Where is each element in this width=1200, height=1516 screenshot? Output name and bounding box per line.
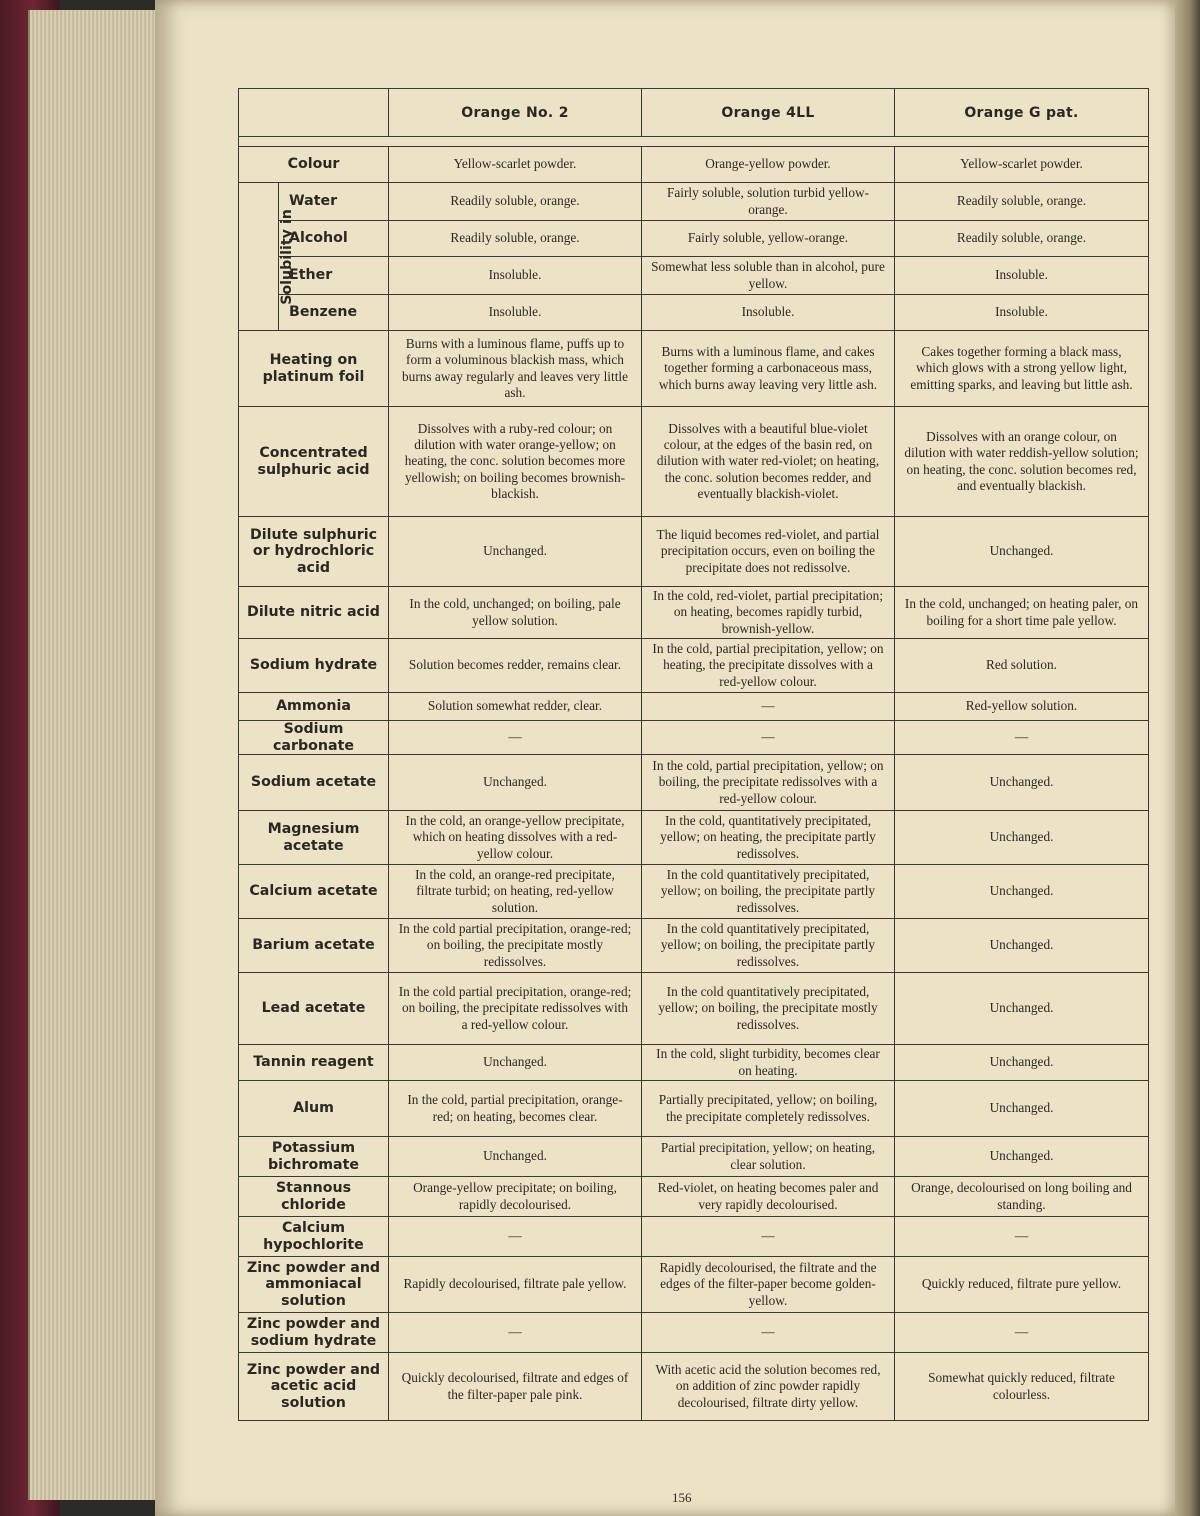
cell-orange-no-2: Yellow-scarlet powder. <box>389 147 642 183</box>
cell-orange-4ll: Partial precipitation, yellow; on heating, clear solution. <box>642 1137 895 1177</box>
cell-orange-no-2: Unchanged. <box>389 1137 642 1177</box>
page-edges <box>28 10 170 1500</box>
column-header-orange-g-pat: Orange G pat. <box>895 89 1149 137</box>
cell-orange-g-pat: Somewhat quickly reduced, filtrate colourless. <box>895 1353 1149 1421</box>
table-row <box>239 811 1149 865</box>
row-label: Barium acetate <box>239 919 389 973</box>
cell-orange-g-pat: Unchanged. <box>895 1137 1149 1177</box>
row-label: Alcohol <box>279 221 389 257</box>
cell-orange-g-pat: Cakes together forming a black mass, which glows with a strong yellow light, emitting sparks, and leaving but little ash. <box>895 331 1149 407</box>
row-label: Potassium bichromate <box>239 1137 389 1177</box>
row-label: Lead acetate <box>239 973 389 1045</box>
cell-orange-4ll: In the cold, red-violet, partial precipitation; on heating, becomes rapidly turbid, brownish-yellow. <box>642 587 895 639</box>
cell-orange-no-2: Dissolves with a ruby-red colour; on dilution with water orange-yellow; on heating, the conc. solution becomes more yellowish; on boiling becomes brownish-blackish. <box>389 407 642 517</box>
cell-orange-4ll: — <box>642 693 895 721</box>
cell-orange-4ll: Burns with a luminous flame, and cakes together forming a carbonaceous mass, which burns away leaving very little ash. <box>642 331 895 407</box>
row-label: Sodium carbonate <box>239 721 389 755</box>
row-label: Sodium hydrate <box>239 639 389 693</box>
table-row <box>239 331 1149 407</box>
cell-orange-no-2: Readily soluble, orange. <box>389 183 642 221</box>
cell-orange-no-2: Solution somewhat redder, clear. <box>389 693 642 721</box>
cell-orange-no-2: Rapidly decolourised, filtrate pale yellow. <box>389 1257 642 1313</box>
cell-orange-g-pat: — <box>895 721 1149 755</box>
cell-orange-g-pat: Readily soluble, orange. <box>895 183 1149 221</box>
row-label: Heating on platinum foil <box>239 331 389 407</box>
row-label: Benzene <box>279 295 389 331</box>
cell-orange-4ll: With acetic acid the solution becomes red, on addition of zinc powder rapidly decolourised, filtrate dirty yellow. <box>642 1353 895 1421</box>
table-row <box>239 295 1149 331</box>
table-row <box>239 1353 1149 1421</box>
cell-orange-4ll: In the cold, partial precipitation, yellow; on boiling, the precipitate redissolves with a red-yellow colour. <box>642 755 895 811</box>
cell-orange-no-2: Quickly decolourised, filtrate and edges of the filter-paper pale pink. <box>389 1353 642 1421</box>
row-label: Concentrated sulphuric acid <box>239 407 389 517</box>
row-label: Colour <box>239 147 389 183</box>
cell-orange-no-2: Burns with a luminous flame, puffs up to form a voluminous blackish mass, which burns away regularly and leaves very little ash. <box>389 331 642 407</box>
cell-orange-g-pat: Insoluble. <box>895 257 1149 295</box>
cell-orange-no-2: In the cold, an orange-red precipitate, filtrate turbid; on heating, red-yellow solution. <box>389 865 642 919</box>
cell-orange-no-2: Unchanged. <box>389 1045 642 1081</box>
table-row <box>239 147 1149 183</box>
cell-orange-g-pat: Unchanged. <box>895 973 1149 1045</box>
row-label: Dilute nitric acid <box>239 587 389 639</box>
cell-orange-no-2: — <box>389 1313 642 1353</box>
table-header-row <box>239 89 1149 137</box>
cell-orange-4ll: In the cold quantitatively precipitated, yellow; on boiling, the precipitate partly redissolves. <box>642 865 895 919</box>
cell-orange-4ll: Dissolves with a beautiful blue-violet colour, at the edges of the basin red, on dilution with water red-violet; on heating, the conc. solution becomes redder, and eventually blackish-violet. <box>642 407 895 517</box>
cell-orange-g-pat: Unchanged. <box>895 1081 1149 1137</box>
cell-orange-g-pat: Insoluble. <box>895 295 1149 331</box>
table-row <box>239 919 1149 973</box>
row-label: Magnesium acetate <box>239 811 389 865</box>
table-row <box>239 1257 1149 1313</box>
cell-orange-g-pat: Unchanged. <box>895 811 1149 865</box>
table-row <box>239 407 1149 517</box>
cell-orange-4ll: In the cold, quantitatively precipitated, yellow; on heating, the precipitate partly redissolves. <box>642 811 895 865</box>
cell-orange-g-pat: Unchanged. <box>895 755 1149 811</box>
row-label: Zinc powder and sodium hydrate <box>239 1313 389 1353</box>
table-row <box>239 1081 1149 1137</box>
table-row <box>239 221 1149 257</box>
cell-orange-no-2: — <box>389 1217 642 1257</box>
row-label: Alum <box>239 1081 389 1137</box>
cell-orange-4ll: Orange-yellow powder. <box>642 147 895 183</box>
cell-orange-g-pat: Yellow-scarlet powder. <box>895 147 1149 183</box>
cell-orange-g-pat: In the cold, unchanged; on heating paler, on boiling for a short time pale yellow. <box>895 587 1149 639</box>
cell-orange-no-2: — <box>389 721 642 755</box>
solubility-group-label: Solubility in <box>239 183 279 331</box>
cell-orange-g-pat: Dissolves with an orange colour, on dilution with water reddish-yellow solution; on heating, the conc. solution becomes red, and eventually blackish. <box>895 407 1149 517</box>
cell-orange-4ll: In the cold quantitatively precipitated, yellow; on boiling, the precipitate partly redissolves. <box>642 919 895 973</box>
cell-orange-g-pat: Unchanged. <box>895 1045 1149 1081</box>
cell-orange-no-2: Unchanged. <box>389 517 642 587</box>
cell-orange-no-2: In the cold, an orange-yellow precipitate, which on heating dissolves with a red-yellow colour. <box>389 811 642 865</box>
cell-orange-g-pat: Readily soluble, orange. <box>895 221 1149 257</box>
cell-orange-4ll: Red-violet, on heating becomes paler and very rapidly decolourised. <box>642 1177 895 1217</box>
column-header-orange-no-2: Orange No. 2 <box>389 89 642 137</box>
cell-orange-g-pat: — <box>895 1217 1149 1257</box>
row-label: Calcium acetate <box>239 865 389 919</box>
table-row <box>239 639 1149 693</box>
table-row <box>239 517 1149 587</box>
table-row <box>239 587 1149 639</box>
cell-orange-g-pat: Red solution. <box>895 639 1149 693</box>
row-label: Calcium hypochlorite <box>239 1217 389 1257</box>
cell-orange-4ll: In the cold quantitatively precipitated, yellow; on boiling, the precipitate mostly redissolves. <box>642 973 895 1045</box>
cell-orange-4ll: In the cold, slight turbidity, becomes clear on heating. <box>642 1045 895 1081</box>
row-label: Dilute sulphuric or hydrochloric acid <box>239 517 389 587</box>
cell-orange-g-pat: Unchanged. <box>895 517 1149 587</box>
cell-orange-g-pat: Orange, decolourised on long boiling and standing. <box>895 1177 1149 1217</box>
cell-orange-no-2: Insoluble. <box>389 295 642 331</box>
table-row <box>239 257 1149 295</box>
cell-orange-no-2: Solution becomes redder, remains clear. <box>389 639 642 693</box>
row-label: Tannin reagent <box>239 1045 389 1081</box>
row-label: Sodium acetate <box>239 755 389 811</box>
table-row <box>239 755 1149 811</box>
cell-orange-no-2: In the cold partial precipitation, orange-red; on boiling, the precipitate mostly redissolves. <box>389 919 642 973</box>
table-row <box>239 1177 1149 1217</box>
cell-orange-g-pat: Quickly reduced, filtrate pure yellow. <box>895 1257 1149 1313</box>
header-blank <box>239 89 389 137</box>
row-label: Zinc powder and acetic acid solution <box>239 1353 389 1421</box>
page-number: 156 <box>672 1490 692 1505</box>
cell-orange-no-2: Readily soluble, orange. <box>389 221 642 257</box>
cell-orange-no-2: In the cold partial precipitation, orange-red; on boiling, the precipitate redissolves with a red-yellow colour. <box>389 973 642 1045</box>
row-label: Water <box>279 183 389 221</box>
table-row <box>239 1045 1149 1081</box>
cell-orange-no-2: In the cold, unchanged; on boiling, pale yellow solution. <box>389 587 642 639</box>
cell-orange-no-2: Orange-yellow precipitate; on boiling, rapidly decolourised. <box>389 1177 642 1217</box>
cell-orange-4ll: Fairly soluble, solution turbid yellow-orange. <box>642 183 895 221</box>
table-row <box>239 1217 1149 1257</box>
cell-orange-4ll: — <box>642 1217 895 1257</box>
table-row <box>239 183 1149 221</box>
cell-orange-no-2: In the cold, partial precipitation, orange-red; on heating, becomes clear. <box>389 1081 642 1137</box>
cell-orange-4ll: Somewhat less soluble than in alcohol, pure yellow. <box>642 257 895 295</box>
column-header-orange-4ll: Orange 4LL <box>642 89 895 137</box>
cell-orange-4ll: — <box>642 721 895 755</box>
cell-orange-no-2: Unchanged. <box>389 755 642 811</box>
table-row <box>239 1137 1149 1177</box>
table-row <box>239 693 1149 721</box>
cell-orange-4ll: — <box>642 1313 895 1353</box>
cell-orange-g-pat: Red-yellow solution. <box>895 693 1149 721</box>
header-spacer <box>239 137 1149 147</box>
row-label: Stannous chloride <box>239 1177 389 1217</box>
cell-orange-4ll: In the cold, partial precipitation, yellow; on heating, the precipitate dissolves with a red-yellow colour. <box>642 639 895 693</box>
table-row <box>239 721 1149 755</box>
table-row <box>239 1313 1149 1353</box>
cell-orange-4ll: Partially precipitated, yellow; on boiling, the precipitate completely redissolves. <box>642 1081 895 1137</box>
cell-orange-4ll: Fairly soluble, yellow-orange. <box>642 221 895 257</box>
table-row <box>239 973 1149 1045</box>
cell-orange-g-pat: — <box>895 1313 1149 1353</box>
row-label: Ether <box>279 257 389 295</box>
cell-orange-4ll: Insoluble. <box>642 295 895 331</box>
cell-orange-4ll: The liquid becomes red-violet, and partial precipitation occurs, even on boiling the precipitate does not redissolve. <box>642 517 895 587</box>
row-label: Zinc powder and ammoniacal solution <box>239 1257 389 1313</box>
cell-orange-g-pat: Unchanged. <box>895 919 1149 973</box>
cell-orange-g-pat: Unchanged. <box>895 865 1149 919</box>
row-label: Ammonia <box>239 693 389 721</box>
book-binding <box>1175 0 1200 1516</box>
table-row <box>239 865 1149 919</box>
dye-reactions-table <box>238 88 1149 1421</box>
cell-orange-4ll: Rapidly decolourised, the filtrate and the edges of the filter-paper become golden-yellow. <box>642 1257 895 1313</box>
cell-orange-no-2: Insoluble. <box>389 257 642 295</box>
